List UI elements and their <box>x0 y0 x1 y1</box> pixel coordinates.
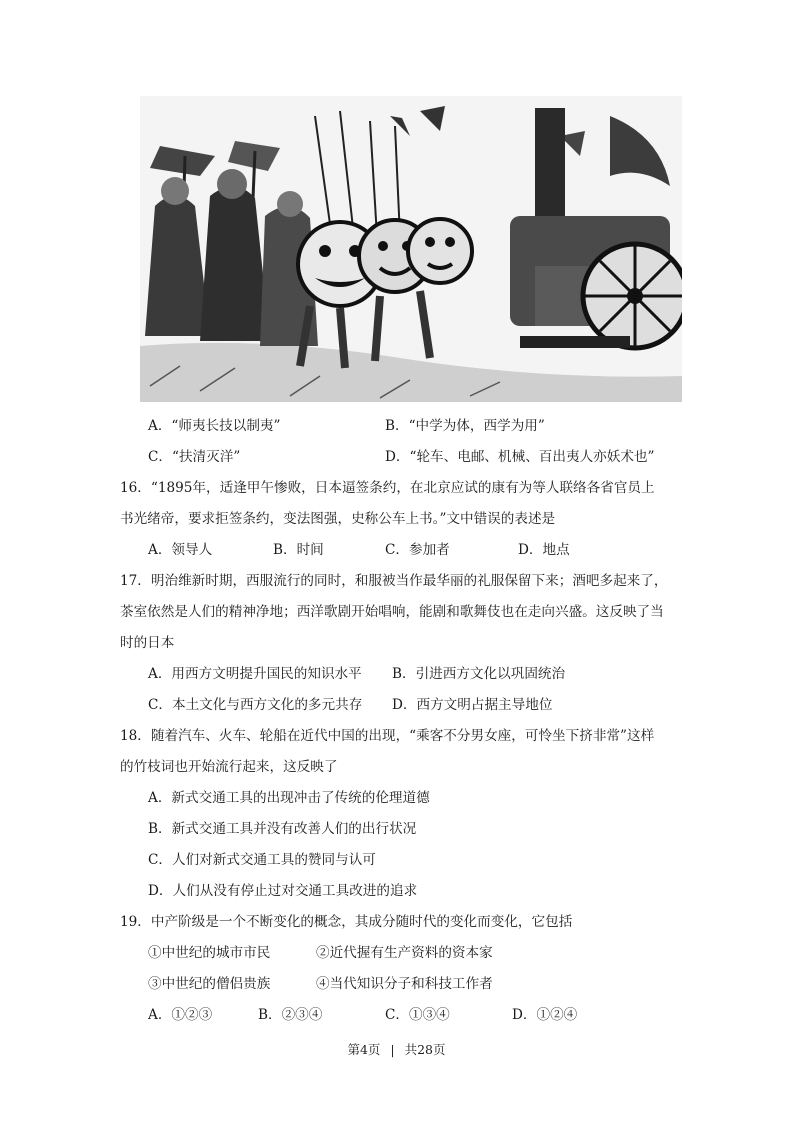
q17-option-d: D．西方文明占据主导地位 <box>392 697 553 713</box>
q17-stem-line3: 时的日本 <box>120 635 175 651</box>
q15-option-b: B．“中学为体，西学为用” <box>385 418 545 434</box>
q16-option-b: B．时间 <box>273 542 324 558</box>
page-total: 共28页 <box>404 1042 446 1057</box>
q18-option-a: A．新式交通工具的出现冲击了传统的伦理道德 <box>148 790 430 806</box>
q19-item-2: ②近代握有生产资料的资本家 <box>316 945 493 961</box>
q17-stem-line2: 茶室依然是人们的精神净地；西洋歌剧开始唱响，能剧和歌舞伎也在走向兴盛。这反映了当 <box>120 604 664 620</box>
q19-option-c: C．①③④ <box>385 1007 450 1023</box>
q17-option-a: A．用西方文明提升国民的知识水平 <box>148 666 362 682</box>
q16-option-d: D．地点 <box>518 542 570 558</box>
q16-stem-line1: 16．“1895年，适逢甲午惨败，日本逼签条约，在北京应试的康有为等人联络各省官员上 <box>120 480 655 496</box>
cartoon-illustration <box>140 96 682 402</box>
q18-option-d: D．人们从没有停止过对交通工具改进的追求 <box>148 883 418 899</box>
q19-option-d: D．①②④ <box>512 1007 578 1023</box>
q19-option-a: A．①②③ <box>148 1007 213 1023</box>
q16-option-c: C．参加者 <box>385 542 450 558</box>
q18-option-c: C．人们对新式交通工具的赞同与认可 <box>148 852 376 868</box>
q18-stem-line1: 18．随着汽车、火车、轮船在近代中国的出现，“乘客不分男女座，可怜坐下挤非常”这样 <box>120 728 655 744</box>
page-number: 第4页 <box>347 1042 381 1057</box>
q17-stem-line1: 17．明治维新时期，西服流行的同时，和服被当作最华丽的礼服保留下来；酒吧多起来了， <box>120 573 668 589</box>
q19-item-1: ①中世纪的城市市民 <box>148 945 271 961</box>
q18-option-b: B．新式交通工具并没有改善人们的出行状况 <box>148 821 417 837</box>
q19-stem: 19．中产阶级是一个不断变化的概念，其成分随时代的变化而变化，它包括 <box>120 914 573 930</box>
q18-stem-line2: 的竹枝词也开始流行起来，这反映了 <box>120 759 338 775</box>
q19-option-b: B．②③④ <box>258 1007 323 1023</box>
q17-option-c: C．本土文化与西方文化的多元共存 <box>148 697 363 713</box>
q19-item-4: ④当代知识分子和科技工作者 <box>316 976 493 992</box>
q16-stem-line2: 书光绪帝，要求拒签条约，变法图强，史称公车上书。”文中错误的表述是 <box>120 511 556 527</box>
q15-option-d: D．“轮车、电邮、机械、百出夷人亦妖术也” <box>385 449 655 465</box>
q17-option-b: B．引进西方文化以巩固统治 <box>392 666 566 682</box>
q15-option-c: C．“扶清灭洋” <box>148 449 241 465</box>
q19-item-3: ③中世纪的僧侣贵族 <box>148 976 271 992</box>
q15-option-a: A．“师夷长技以制夷” <box>148 418 281 434</box>
footer-separator: | <box>390 1042 395 1057</box>
q16-option-a: A．领导人 <box>148 542 213 558</box>
page-footer <box>0 1041 793 1059</box>
